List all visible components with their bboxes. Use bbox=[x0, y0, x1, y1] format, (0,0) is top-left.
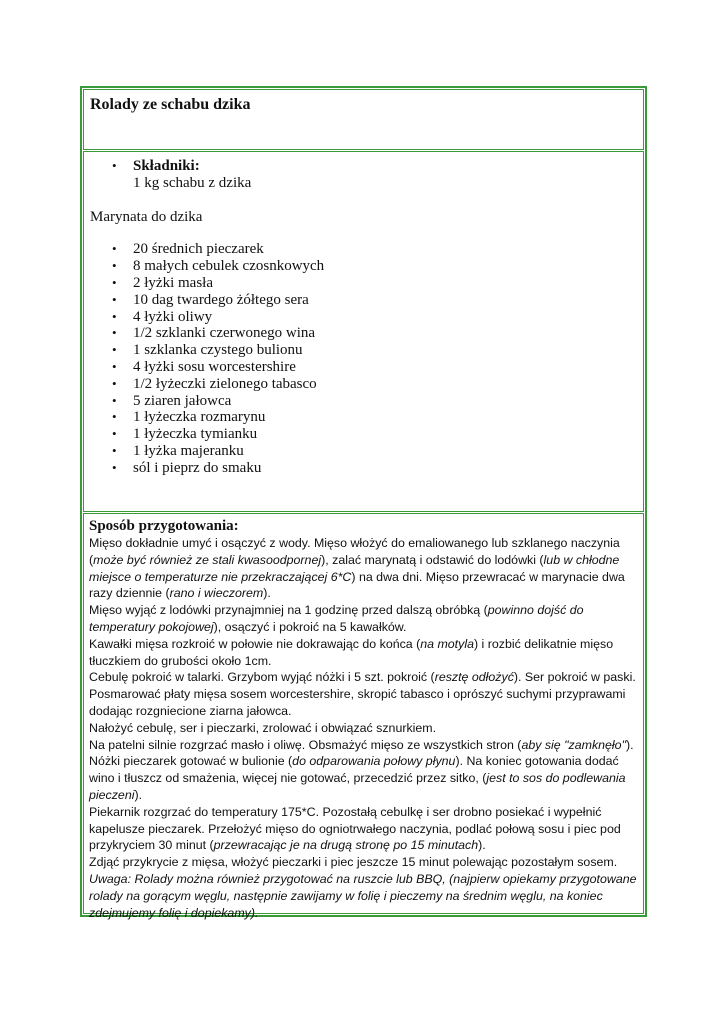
list-item: • 1 łyżeczka tymianku bbox=[90, 426, 637, 443]
method-step: Nałożyć cebulę, ser i pieczarki, zrolować i obwiązać sznurkiem. bbox=[89, 720, 437, 735]
method-step: Kawałki mięsa rozkroić w połowie nie dokrawając do końca (na motyla) i rozbić delikatnie mięso tłuczkiem do grubości około 1cm. bbox=[89, 636, 614, 668]
method-step: Posmarować płaty mięsa sosem worcestershire, skropić tabasco i oprószyć suchymi przyprawami dodając rozgniecione ziarna jałowca. bbox=[89, 687, 626, 718]
list-item: • 5 ziaren jałowca bbox=[90, 393, 637, 410]
list-item: • 1 łyżka majeranku bbox=[90, 443, 637, 460]
marinade-label: Marynata do dzika bbox=[90, 208, 203, 225]
recipe-table bbox=[80, 86, 647, 920]
method-step: Na patelni silnie rozgrzać masło i oliwę. Obsmażyć mięso ze wszystkich stron (aby się "zamknęło"). bbox=[89, 737, 634, 752]
list-item: • 4 łyżki oliwy bbox=[90, 309, 637, 326]
method-text bbox=[89, 535, 638, 921]
list-item: • 20 średnich pieczarek bbox=[90, 241, 637, 258]
method-step: Mięso dokładnie umyć i osączyć z wody. Mięso włożyć do emaliowanego lub szklanego naczynia (może być również ze stali kwasoodpornej), zalać marynatą i odstawić do lodówki (lub w chłodne miejsce o temperaturze nie przekraczającej 6*C) na dwa dni. Mięso przewracać w marynacie dwa razy dziennie (rano i wieczorem). bbox=[89, 536, 625, 601]
ingredients-label: • Składniki: bbox=[133, 158, 200, 174]
list-item: • 1/2 szklanki czerwonego wina bbox=[90, 325, 637, 342]
marinade-list bbox=[90, 241, 637, 476]
list-item: • 2 łyżki masła bbox=[90, 275, 637, 292]
ingredients-cell bbox=[83, 151, 644, 512]
method-step: Mięso wyjąć z lodówki przynajmniej na 1 godzinę przed dalszą obróbką (powinno dojść do temperatury pokojowej), osączyć i pokroić na 5 kawałków. bbox=[89, 603, 584, 634]
list-item: • 1 łyżeczka rozmarynu bbox=[90, 409, 637, 426]
list-item: • 10 dag twardego żółtego sera bbox=[90, 292, 637, 309]
list-item: • sól i pieprz do smaku bbox=[90, 460, 637, 477]
list-item: • 4 łyżki sosu worcestershire bbox=[90, 359, 637, 376]
method-step: Zdjąć przykrycie z mięsa, włożyć pieczarki i piec jeszcze 15 minut polewając pozostałym sosem. bbox=[89, 855, 618, 870]
method-cell bbox=[83, 513, 644, 920]
method-step: Piekarnik rozgrzać do temperatury 175*C. Pozostałą cebulkę i ser drobno posiekać i wypełnić kapelusze pieczarek. Przełożyć mięso do ogniotrwałego naczynia, podlać połową sosu i piec pod przykryciem 30 minut (przewracając je na drugą stronę po 15 minutach). bbox=[89, 804, 621, 853]
title-cell bbox=[83, 89, 644, 150]
list-item: • 1 szklanka czystego bulionu bbox=[90, 342, 637, 359]
ingredient-main: 1 kg schabu z dzika bbox=[133, 174, 252, 191]
method-title: Sposób przygotowania: bbox=[89, 518, 239, 534]
method-step: Nóżki pieczarek gotować w bulionie (do odparowania połowy płynu). Na koniec gotowania dodać wino i tłuszcz od smażenia, więcej nie gotować, przecedzić przez sitko, (jest to sos do podlewania pieczeni). bbox=[89, 754, 626, 802]
list-item: • 1/2 łyżeczki zielonego tabasco bbox=[90, 376, 637, 393]
ingredients-list bbox=[90, 158, 637, 192]
list-item bbox=[90, 158, 637, 192]
list-item: • 8 małych cebulek czosnkowych bbox=[90, 258, 637, 275]
recipe-title: Rolady ze schabu dzika bbox=[90, 96, 251, 113]
method-note: Uwaga: Rolady można również przygotować na ruszcie lub BBQ, (najpierw opiekamy przygotowane rolady na gorącym węglu, następnie zawijamy w folię i pieczemy na średnim węglu, na koniec zdejmujemy folię i dopiekamy). bbox=[89, 871, 637, 920]
method-step: Cebulę pokroić w talarki. Grzybom wyjąć nóżki i 5 szt. pokroić (resztę odłożyć). Ser pokroić w paski. bbox=[89, 670, 636, 685]
